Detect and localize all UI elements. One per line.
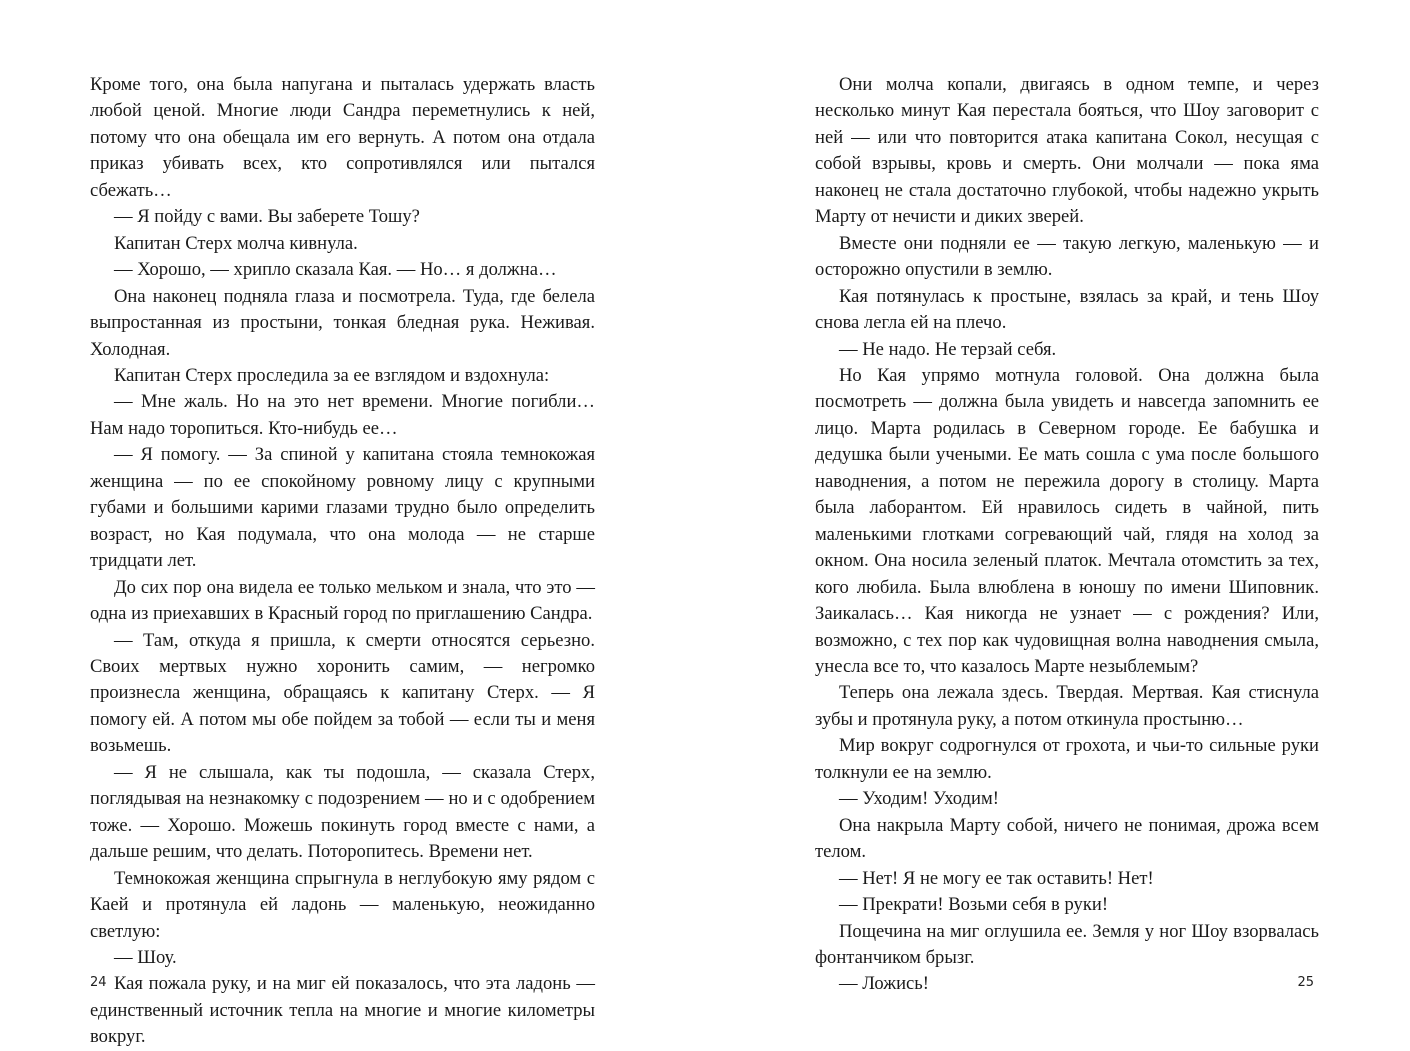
- paragraph: — Там, откуда я пришла, к смерти относятся серьезно. Своих мертвых нужно хоронить самим, — негромко произнесла женщина, обращаясь к капитану Стерх. — Я помогу ей. А потом мы обе пойдем за тобой — если ты и меня возьмешь.: [90, 629, 595, 757]
- paragraph: Пощечина на миг оглушила ее. Земля у ног Шоу взорвалась фонтанчиком брызг.: [815, 920, 1319, 968]
- paragraph: — Не надо. Не терзай себя.: [839, 338, 1057, 360]
- paragraph: Кроме того, она была напугана и пыталась удержать власть любой ценой. Многие люди Сандра переметнулись к ней, потому что она обещала им его вернуть. А потом она отдала приказ убивать всех, кто сопротивлялся или пытался сбежать…: [90, 74, 595, 201]
- paragraph: — Я не слышала, как ты подошла, — сказала Стерх, поглядывая на незнакомку с подозрением — но и с одобрением тоже. — Хорошо. Можешь покинуть город вместе с нами, а дальше решим, что делать. Поторопитесь. Времени нет.: [90, 761, 595, 863]
- paragraph: Вместе они подняли ее — такую легкую, маленькую — и осторожно опустили в землю.: [815, 232, 1319, 281]
- paragraph: Темнокожая женщина спрыгнула в неглубокую яму рядом с Каей и протянула ей ладонь — маленькую, неожиданно светлую:: [90, 867, 595, 942]
- page-number-left: 24: [90, 975, 107, 990]
- paragraph: Мир вокруг содрогнулся от грохота, и чьи-то сильные руки толкнули ее на землю.: [815, 735, 1319, 783]
- paragraph: — Я пойду с вами. Вы заберете Тошу?: [114, 206, 420, 228]
- page-number-right: 25: [1297, 975, 1314, 990]
- paragraph: Они молча копали, двигаясь в одном темпе, и через несколько минут Кая перестала бояться, что Шоу заговорит с ней — или что повторится атака капитана Сокол, несущая с собой взрывы, кровь и смерть. Они молчали — пока яма наконец не стала достаточно глубокой, чтобы надежно укрыть Марту от нечисти и диких зверей.: [815, 74, 1319, 228]
- paragraph: — Нет! Я не могу ее так оставить! Нет!: [839, 867, 1154, 889]
- paragraph: Капитан Стерх молча кивнула.: [114, 232, 358, 254]
- paragraph: Капитан Стерх проследила за ее взглядом и вздохнула:: [114, 364, 550, 386]
- paragraph: — Я помогу. — За спиной у капитана стояла темнокожая женщина — по ее спокойному ровному лицу с крупными губами и большими карими глазами трудно было определить возраст, но Кая подумала, что она молода — не старше тридцати лет.: [90, 444, 595, 572]
- paragraph: — Прекрати! Возьми себя в руки!: [839, 894, 1109, 916]
- left-page-text: [90, 72, 595, 1051]
- paragraph: — Ложись!: [839, 973, 929, 995]
- right-page: [705, 0, 1410, 1050]
- paragraph: До сих пор она видела ее только мельком и знала, что это — одна из приехавших в Красный город по приглашению Сандра.: [90, 576, 595, 625]
- paragraph: — Уходим! Уходим!: [839, 788, 999, 810]
- paragraph: — Шоу.: [114, 946, 177, 968]
- paragraph: Она наконец подняла глаза и посмотрела. Туда, где белела выпростанная из простыни, тонкая бледная рука. Неживая. Холодная.: [90, 285, 595, 360]
- paragraph: — Хорошо, — хрипло сказала Кая. — Но… я должна…: [114, 259, 557, 281]
- right-page-text: [815, 72, 1319, 998]
- paragraph: Теперь она лежала здесь. Твердая. Мертвая. Кая стиснула зубы и протянула руку, а потом откинула простыню…: [815, 682, 1319, 730]
- left-page: [0, 0, 705, 1050]
- paragraph: Но Кая упрямо мотнула головой. Она должна была посмотреть — должна была увидеть и навсегда запомнить ее лицо. Марта родилась в Северном городе. Ее бабушка и дедушка были учеными. Ее мать сошла с ума после большого наводнения, а потом не пережила дорогу в столицу. Марта была лаборантом. Ей нравилось сидеть в чайной, пить маленькими глотками согревающий чай, глядя на холод за окном. Она носила зеленый платок. Мечтала отомстить за тех, кого любила. Была влюблена в юношу по имени Шиповник. Заикалась… Кая никогда не узнает — с рождения? Или, возможно, с тех пор как чудовищная волна наводнения смыла, унесла все то, что казалось Марте незыблемым?: [815, 364, 1319, 677]
- paragraph: Кая пожала руку, и на миг ей показалось, что эта ладонь — единственный источник тепла на многие и многие километры вокруг.: [90, 973, 595, 1048]
- paragraph: Она накрыла Марту собой, ничего не понимая, дрожа всем телом.: [815, 814, 1319, 863]
- paragraph: — Мне жаль. Но на это нет времени. Многие погибли… Нам надо торопиться. Кто-нибудь ее…: [90, 391, 595, 439]
- paragraph: Кая потянулась к простыне, взялась за край, и тень Шоу снова легла ей на плечо.: [815, 285, 1319, 334]
